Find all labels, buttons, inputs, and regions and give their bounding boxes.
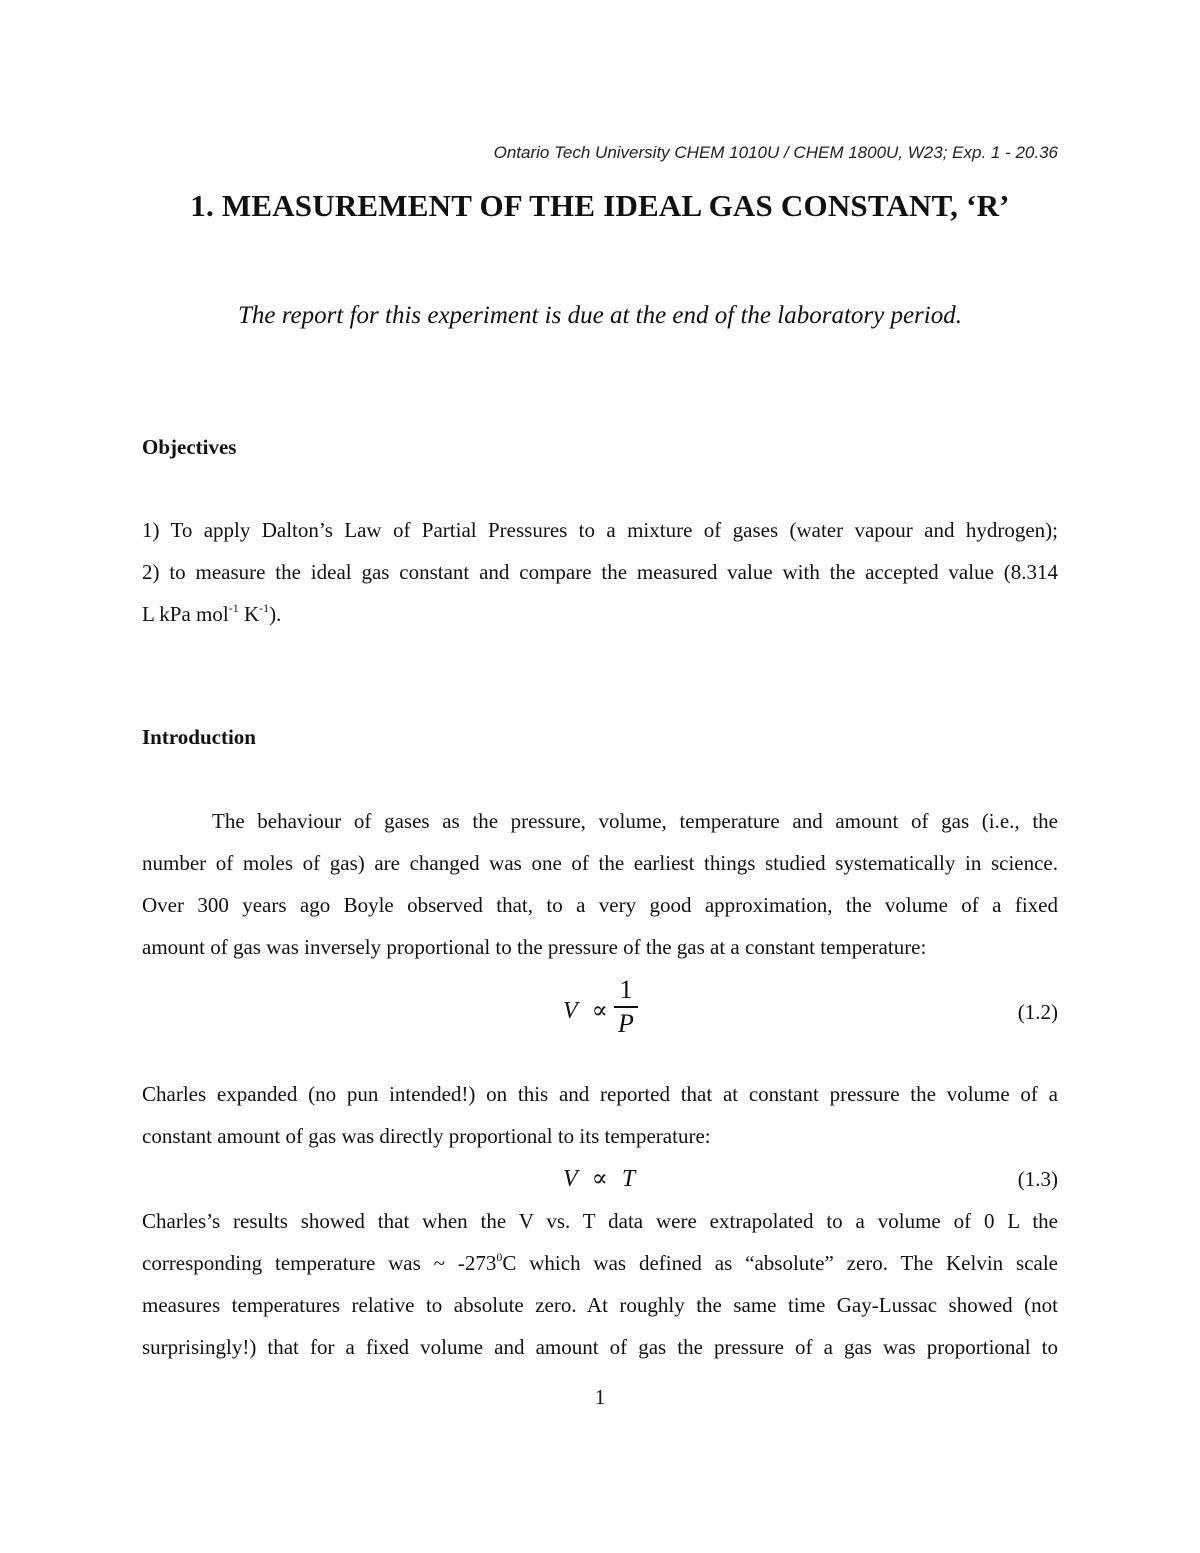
equation-1-3	[563, 1164, 635, 1193]
intro-para3-line-3: measures temperatures relative to absolute zero. At roughly the same time Gay-Lussac showed (not	[142, 1293, 1058, 1317]
superscript: -1	[259, 601, 270, 615]
superscript: -1	[228, 601, 239, 615]
intro-para2-line-1: Charles expanded (no pun intended!) on this and reported that at constant pressure the volume of a	[142, 1082, 1058, 1106]
units-text: L kPa mol	[142, 602, 229, 626]
units-text: K	[238, 602, 260, 626]
intro-para3-line-2	[142, 1251, 1058, 1276]
due-note: The report for this experiment is due at the end of the laboratory period.	[238, 302, 962, 329]
intro-para1-line-3: Over 300 years ago Boyle observed that, to a very good approximation, the volume of a fixed	[142, 893, 1058, 917]
intro-para1-line-2: number of moles of gas) are changed was one of the earliest things studied systematically in science.	[142, 851, 1058, 875]
text-run: C which was defined as “absolute” zero. The Kelvin scale	[502, 1251, 1058, 1275]
objectives-line-2: 2) to measure the ideal gas constant and compare the measured value with the accepted value (8.314	[142, 560, 1058, 584]
objectives-heading: Objectives	[142, 435, 237, 459]
intro-para1-line-1: The behaviour of gases as the pressure, volume, temperature and amount of gas (i.e., the	[212, 809, 1058, 833]
proportional-symbol: ∝	[591, 998, 608, 1024]
running-header: Ontario Tech University CHEM 1010U / CHEM 1800U, W23; Exp. 1 - 20.36	[493, 143, 1058, 162]
objectives-line-1: 1) To apply Dalton’s Law of Partial Pressures to a mixture of gases (water vapour and hydrogen);	[142, 518, 1058, 542]
intro-para1-line-4: amount of gas was inversely proportional to the pressure of the gas at a constant temperature:	[142, 935, 927, 959]
eq-lhs-variable: V	[563, 998, 578, 1024]
superscript: 0	[496, 1250, 503, 1264]
text-run: corresponding temperature was ~ -273	[142, 1251, 497, 1275]
introduction-heading: Introduction	[142, 725, 256, 749]
equation-label: (1.2)	[1017, 1000, 1058, 1024]
intro-para2-line-2: constant amount of gas was directly proportional to its temperature:	[142, 1124, 711, 1148]
proportional-symbol: ∝	[591, 1166, 608, 1192]
intro-para3-line-4: surprisingly!) that for a fixed volume and amount of gas the pressure of a gas was proportional to	[142, 1335, 1058, 1359]
objectives-line-3	[142, 602, 1058, 627]
fraction-bar	[614, 1006, 638, 1008]
eq-rhs-variable: T	[621, 1166, 636, 1192]
page-number: 1	[594, 1385, 606, 1409]
fraction-numerator: 1	[619, 975, 633, 1004]
intro-para3-line-1: Charles’s results showed that when the V vs. T data were extrapolated to a volume of 0 L the	[142, 1209, 1058, 1233]
eq-lhs-variable: V	[563, 1166, 578, 1192]
equation-fraction	[614, 977, 638, 1037]
equation-1-2	[563, 996, 608, 1025]
equation-label: (1.3)	[1017, 1167, 1058, 1191]
units-text: ).	[269, 602, 282, 626]
fraction-denominator: P	[618, 1009, 634, 1038]
page-title: 1. MEASUREMENT OF THE IDEAL GAS CONSTANT, ‘R’	[190, 188, 1010, 223]
